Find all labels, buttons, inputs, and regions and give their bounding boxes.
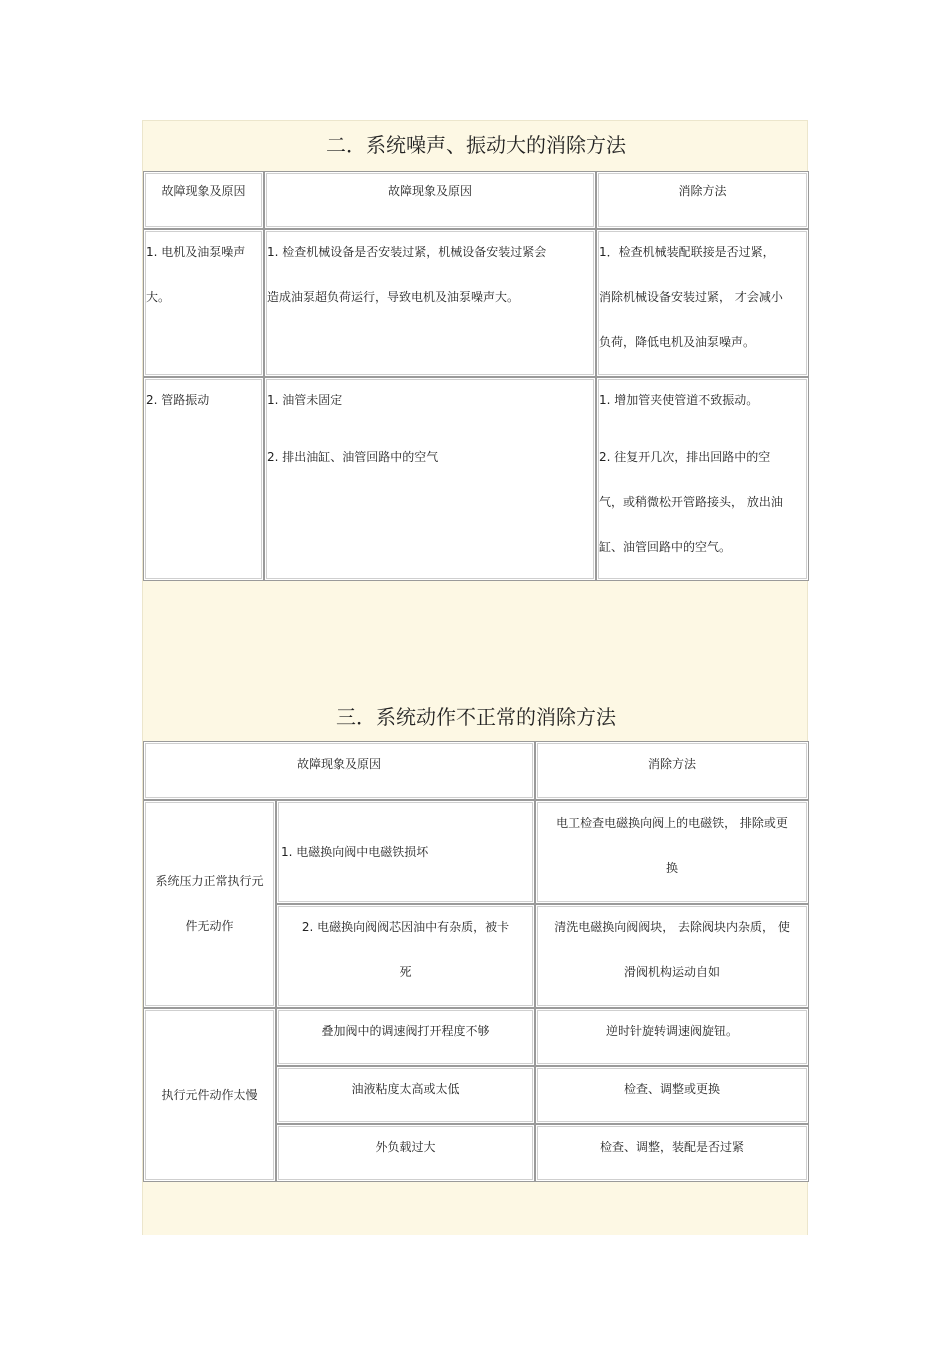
cell-text: 大。 [146, 290, 171, 304]
header-cause: 故障现象及原因 [264, 171, 596, 229]
motion-table [143, 741, 809, 1182]
cause-cell [276, 904, 535, 1008]
cause-cell [264, 229, 596, 377]
cell-text: 1. 增加管夹使管道不致振动。 [599, 393, 759, 407]
remedy-cell: 检查、调整或更换 [535, 1066, 809, 1124]
header-symptom: 故障现象及原因 [143, 171, 264, 229]
header-symptom: 故障现象及原因 [143, 741, 535, 800]
remedy-cell [535, 800, 809, 904]
cause-cell [264, 377, 596, 581]
cell-text: 1. 检查机械设备是否安装过紧，机械设备安装过紧会 [267, 245, 547, 259]
section-title-noise: 二．系统噪声、振动大的消除方法 [326, 133, 626, 157]
cell-text: 死 [399, 965, 412, 979]
cell-text: 2. 排出油缸、油管回路中的空气 [267, 450, 439, 464]
cell-text: 1. 油管未固定 [267, 393, 343, 407]
cell-text: 清洗电磁换向阀阀块， 去除阀块内杂质， 使 [554, 920, 790, 934]
cause-cell: 叠加阀中的调速阀打开程度不够 [276, 1008, 535, 1066]
cell-text: 件无动作 [185, 919, 234, 933]
table-row [143, 1008, 809, 1066]
symptom-cell [143, 229, 264, 377]
cause-cell: 外负载过大 [276, 1124, 535, 1182]
table-header-row [143, 741, 809, 800]
cell-text: 1．检查机械装配联接是否过紧， [599, 245, 775, 259]
table-row [143, 800, 809, 904]
cell-text: 1. 电机及油泵噪声 [146, 245, 246, 259]
remedy-cell [596, 229, 809, 377]
cell-text: 电工检查电磁换向阀上的电磁铁， 排除或更 [556, 816, 788, 830]
table-row [143, 229, 809, 377]
remedy-cell [535, 904, 809, 1008]
symptom-group-cell: 执行元件动作太慢 [143, 1008, 276, 1182]
remedy-cell: 逆时针旋转调速阀旋钮。 [535, 1008, 809, 1066]
cell-text: 造成油泵超负荷运行，导致电机及油泵噪声大。 [267, 290, 520, 304]
remedy-cell [596, 377, 809, 581]
cause-cell [276, 800, 535, 904]
cell-text: 换 [666, 861, 679, 875]
document-panel [142, 120, 808, 1235]
noise-table [143, 171, 809, 581]
cell-text: 1. 电磁换向阀中电磁铁损坏 [281, 844, 429, 859]
cell-text: 滑阀机构运动自如 [624, 965, 721, 979]
cell-text: 气，或稍微松开管路接头， 放出油 [599, 495, 783, 509]
cause-cell: 油液粘度太高或太低 [276, 1066, 535, 1124]
cell-text: 2. 电磁换向阀阀芯因油中有杂质，被卡 [301, 920, 510, 934]
cell-text: 系统压力正常执行元 [155, 874, 264, 888]
table-row [143, 377, 809, 581]
cell-text: 2. 往复开几次，排出回路中的空 [599, 450, 771, 464]
section-title-motion: 三．系统动作不正常的消除方法 [336, 705, 616, 729]
cell-text: 2. 管路振动 [146, 393, 210, 407]
header-remedy: 消除方法 [535, 741, 809, 800]
symptom-cell [143, 377, 264, 581]
table-header-row [143, 171, 809, 229]
cell-text: 负荷，降低电机及油泵噪声。 [599, 335, 756, 349]
remedy-cell: 检查、调整，装配是否过紧 [535, 1124, 809, 1182]
cell-text: 缸、油管回路中的空气。 [599, 540, 732, 554]
cell-text: 消除机械设备安装过紧， 才会减小 [599, 290, 783, 304]
header-remedy: 消除方法 [596, 171, 809, 229]
symptom-group-cell [143, 800, 276, 1008]
